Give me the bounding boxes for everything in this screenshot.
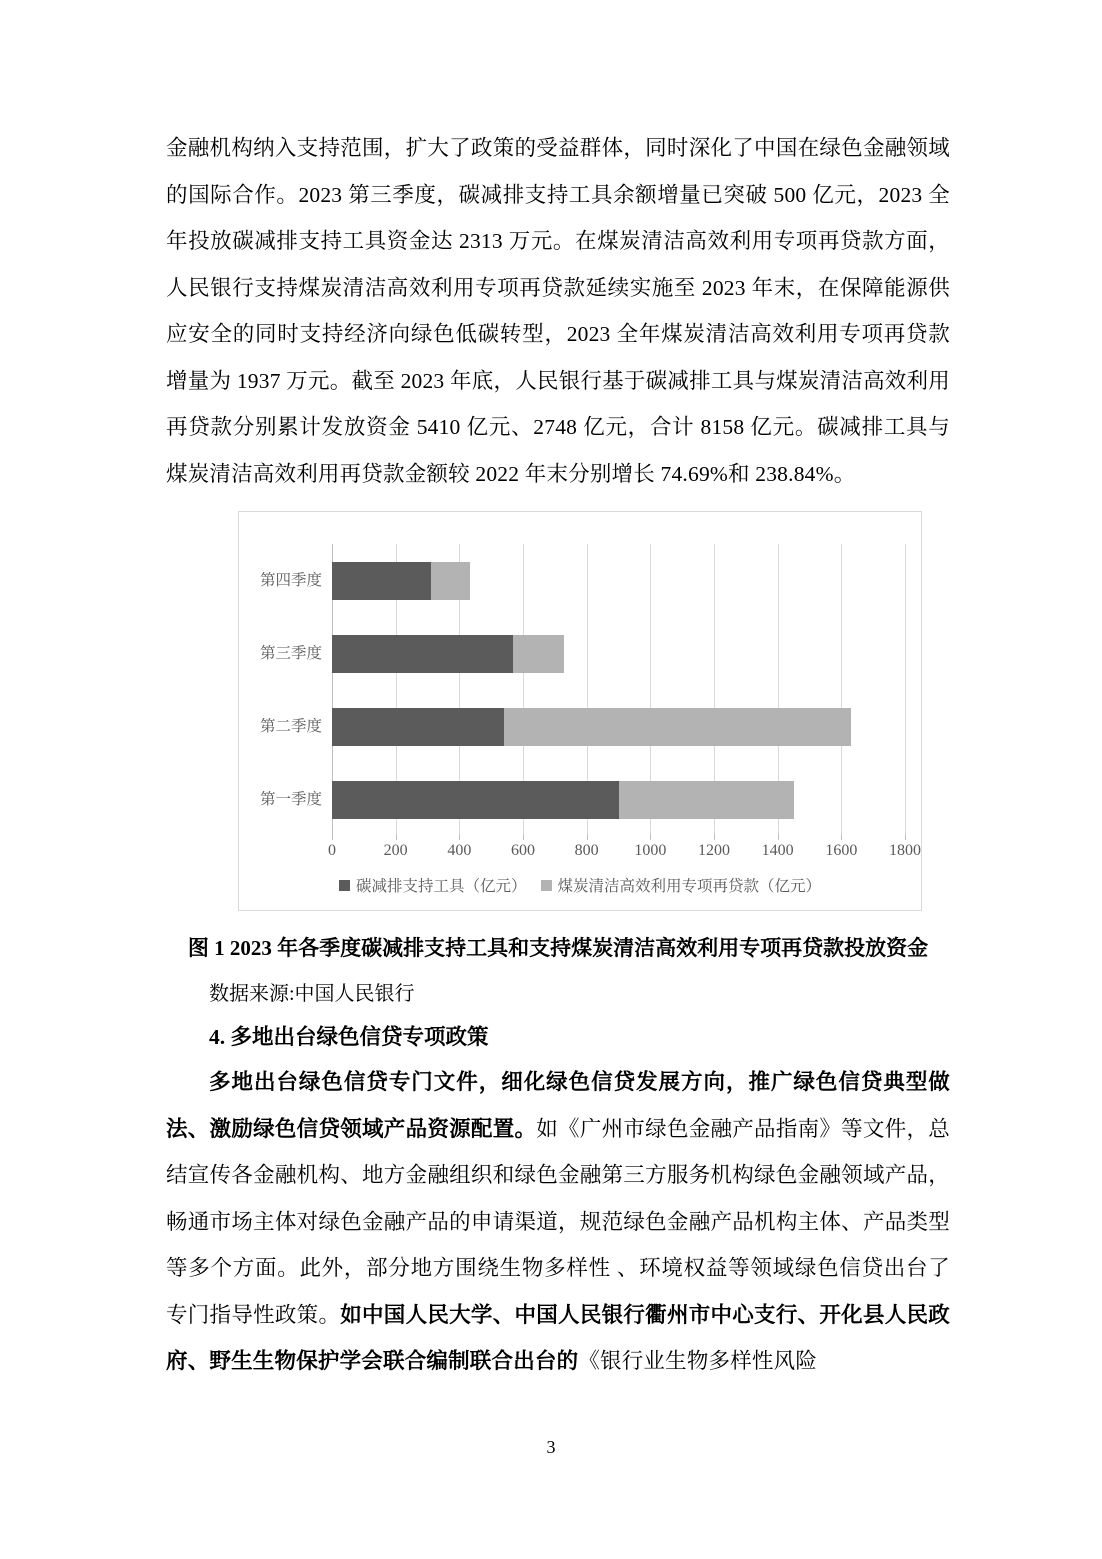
chart-x-tick-label: 600: [511, 842, 535, 859]
chart-gridline: [905, 544, 906, 836]
chart-bar-row: [259, 562, 905, 600]
chart-x-tick-mark: [650, 834, 651, 840]
chart-bar-segment: [332, 562, 431, 600]
chart-bar-segment: [431, 562, 471, 600]
chart-bar-row: [259, 781, 905, 819]
chart-category-label: 第二季度: [259, 717, 322, 735]
chart-bar-segment: [504, 708, 851, 746]
chart-bar-segment: [332, 781, 619, 819]
chart-x-tick-mark: [396, 834, 397, 840]
chart-legend-label: 煤炭清洁高效利用专项再贷款（亿元）: [557, 878, 822, 895]
paragraph-two-bold-2: 如中国人民大学、中国人民银行衢州市中心支行、开化县人民政府、野生生物保护学会联合编制联合出台的: [166, 1302, 950, 1373]
chart-x-tick-mark: [332, 834, 333, 840]
chart-legend-label: 碳减排支持工具（亿元）: [355, 878, 527, 895]
chart-bar-row: [259, 708, 905, 746]
chart-legend-swatch: [339, 880, 350, 891]
chart-x-tick-label: 800: [574, 842, 599, 859]
chart-category-label: 第三季度: [259, 644, 322, 662]
chart-legend-item: [339, 874, 527, 896]
paragraph-two-bold-1: 多地出台绿色信贷专门文件，细化绿色信贷发展方向，推广绿色信贷典型做法、激励绿色信贷领域产品资源配置。: [166, 1070, 950, 1141]
chart-legend-item: [541, 874, 822, 896]
chart-x-tick-mark: [459, 834, 460, 840]
chart-x-tick-label: 1600: [825, 842, 858, 859]
chart-bar-row: [259, 635, 905, 673]
paragraph-one: 金融机构纳入支持范围，扩大了政策的受益群体，同时深化了中国在绿色金融领域的国际合作。2023 第三季度，碳减排支持工具余额增量已突破 500 亿元，2023 全年投放碳减排支持工具资金达 2313 万元。在煤炭清洁高效利用专项再贷款方面，人民银行支持煤炭清洁高效利用专项再贷款延续实施至 2023 年末，在保障能源供应安全的同时支持经济向绿色低碳转型，2023 全年煤炭清洁高效利用专项再贷款增量为 1937 万元。截至 2023 年底，人民银行基于碳减排工具与煤炭清洁高效利用再贷款分别累计发放资金 5410 亿元、2748 亿元，合计 8158 亿元。碳减排工具与煤炭清洁高效利用再贷款金额较 2022 年末分别增长 74.69%和 238.84%。: [166, 136, 950, 486]
chart-bar-segment: [513, 635, 564, 673]
figure-chart: [238, 511, 922, 911]
paragraph-two-regular-2: 《银行业生物多样性风险: [578, 1349, 818, 1373]
page-number: 3: [546, 1437, 556, 1457]
chart-x-axis-ticks: [328, 842, 921, 868]
chart-category-label: 第一季度: [259, 790, 322, 808]
figure-caption: 图 1 2023 年各季度碳减排支持工具和支持煤炭清洁高效利用专项再贷款投放资金: [187, 936, 929, 960]
chart-legend: [239, 874, 921, 896]
paragraph-two: [166, 1059, 950, 1385]
paragraph-two-regular-1: 如《广州市绿色金融产品指南》等文件，总结宣传各金融机构、地方金融组织和绿色金融第三方服务机构绿色金融领域产品，畅通市场主体对绿色金融产品的申请渠道，规范绿色金融产品机构主体、产品类型等多个方面。此外，部分地方围绕生物多样性 、环境权益等领域绿色信贷出台了专门指导性政策。: [166, 1116, 950, 1327]
chart-bar-segment: [332, 635, 513, 673]
chart-category-label: 第四季度: [259, 571, 322, 589]
chart-x-tick-label: 1000: [634, 842, 667, 859]
chart-x-tick-mark: [778, 834, 779, 840]
chart-x-tick-label: 1400: [761, 842, 794, 859]
chart-x-tick-label: 1200: [698, 842, 730, 859]
chart-bar-segment: [619, 781, 794, 819]
chart-x-tick-mark: [841, 834, 842, 840]
chart-x-tick-mark: [523, 834, 524, 840]
chart-plot-area: [259, 544, 905, 836]
chart-x-tick-label: 400: [447, 842, 472, 859]
chart-x-tick-label: 1800: [889, 842, 921, 859]
chart-x-tick-label: 0: [328, 842, 336, 859]
chart-legend-swatch: [541, 880, 552, 891]
chart-x-tick-mark: [714, 834, 715, 840]
chart-x-tick-label: 200: [383, 842, 408, 859]
chart-bars: [259, 544, 905, 836]
chart-x-tick-mark: [587, 834, 588, 840]
data-source-note: 数据来源:中国人民银行: [209, 983, 415, 1005]
section-heading: 4. 多地出台绿色信贷专项政策: [209, 1025, 489, 1049]
chart-x-tick-mark: [905, 834, 906, 840]
chart-bar-segment: [332, 708, 504, 746]
